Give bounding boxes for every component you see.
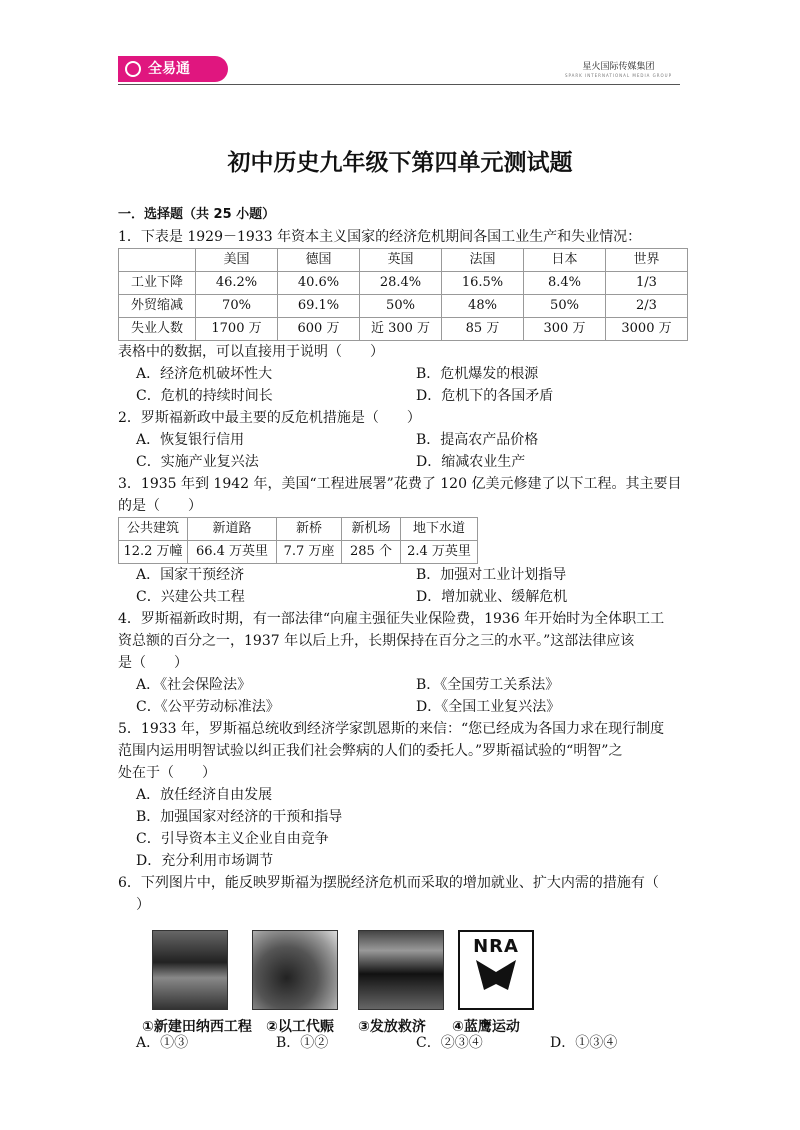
question-stem-line: 是（ ） <box>118 655 188 671</box>
option-c[interactable]: C．②③④ <box>416 1035 483 1051</box>
table-cell: 50% <box>524 295 606 318</box>
option-b[interactable]: B．《全国劳工关系法》 <box>416 677 560 693</box>
question-ask: 表格中的数据，可以直接用于说明（ ） <box>118 344 384 360</box>
question-stem-line: 6．下列图片中，能反映罗斯福为摆脱经济危机而采取的增加就业、扩大内需的措施有（ <box>118 875 659 891</box>
option-b[interactable]: B．提高农产品价格 <box>416 432 539 448</box>
table-cell: 40.6% <box>278 272 360 295</box>
options-row <box>118 696 688 718</box>
publisher-name: 星火国际传媒集团 <box>582 62 655 72</box>
table-cell: 2.4 万英里 <box>401 541 478 564</box>
options-row <box>118 451 688 473</box>
page-title: 初中历史九年级下第四单元测试题 <box>227 150 573 176</box>
picture-caption: ④蓝鹰运动 <box>452 1019 520 1035</box>
option-d[interactable]: D．充分利用市场调节 <box>136 853 274 869</box>
section-heading: 一．选择题（共 25 小题） <box>118 207 276 222</box>
brand-logo <box>118 56 228 82</box>
table-cell: 世界 <box>606 249 688 272</box>
table-row <box>119 295 688 318</box>
options-row <box>118 363 688 385</box>
question-stem-line: 4．罗斯福新政时期，有一部法律“向雇主强征失业保险费，1936 年开始时为全体职工工 <box>118 611 665 627</box>
table-cell: 英国 <box>360 249 442 272</box>
publisher <box>565 59 672 78</box>
table-cell: 600 万 <box>278 318 360 341</box>
table-row <box>119 318 688 341</box>
option-a[interactable]: A．①③ <box>136 1035 189 1051</box>
options-row <box>118 564 688 586</box>
picture-caption: ①新建田纳西工程 <box>142 1019 252 1035</box>
table-cell: 48% <box>442 295 524 318</box>
table-cell: 12.2 万幢 <box>119 541 188 564</box>
question-stem-line: 范围内运用明智试验以纠正我们社会弊病的人们的委托人。”罗斯福试验的“明智”之 <box>118 743 623 759</box>
table-cell: 美国 <box>196 249 278 272</box>
table-cell: 失业人数 <box>119 318 196 341</box>
question-stem-line: 资总额的百分之一，1937 年以后上升，长期保持在百分之三的水平。”这部法律应该 <box>118 633 635 649</box>
logo-text: 全易通 <box>148 61 190 77</box>
table-cell: 新道路 <box>188 518 277 541</box>
table-cell: 日本 <box>524 249 606 272</box>
option-b[interactable]: B．①② <box>276 1035 329 1051</box>
options-row <box>118 429 688 451</box>
question-stem-line: 5．1933 年，罗斯福总统收到经济学家凯恩斯的来信：“您已经成为各国力求在现行制度 <box>118 721 665 737</box>
question-1 <box>118 226 688 407</box>
table-cell: 外贸缩减 <box>119 295 196 318</box>
question-stem: 1．下表是 1929－1933 年资本主义国家的经济危机期间各国工业生产和失业情况： <box>118 229 642 245</box>
question-stem-line: 的是（ ） <box>118 498 202 514</box>
publisher-sub: SPARK INTERNATIONAL MEDIA GROUP <box>564 73 672 78</box>
question-4 <box>118 608 688 718</box>
table-cell: 1700 万 <box>196 318 278 341</box>
table-cell: 3000 万 <box>606 318 688 341</box>
picture-row <box>118 930 688 1040</box>
table-cell: 16.5% <box>442 272 524 295</box>
breadline-photo <box>358 930 444 1010</box>
option-a[interactable]: A．《社会保险法》 <box>136 677 252 693</box>
eagle-icon <box>476 960 516 990</box>
data-table <box>118 517 478 564</box>
question-list <box>118 204 688 1054</box>
question-6 <box>118 872 688 1054</box>
blue-eagle-poster <box>458 930 534 1010</box>
table-cell: 德国 <box>278 249 360 272</box>
page-header <box>118 56 680 86</box>
table-cell: 法国 <box>442 249 524 272</box>
option-c[interactable]: C．《公平劳动标准法》 <box>136 699 280 715</box>
option-c[interactable]: C．实施产业复兴法 <box>136 454 259 470</box>
picture-caption: ②以工代赈 <box>266 1019 334 1035</box>
options-row <box>118 674 688 696</box>
table-cell: 地下水道 <box>401 518 478 541</box>
table-cell: 2/3 <box>606 295 688 318</box>
option-a[interactable]: A．国家干预经济 <box>136 567 245 583</box>
table-row <box>119 272 688 295</box>
option-b[interactable]: B．危机爆发的根源 <box>416 366 539 382</box>
question-5 <box>118 718 688 872</box>
question-stem-line: 处在于（ ） <box>118 765 216 781</box>
table-header-row <box>119 249 688 272</box>
table-cell: 7.7 万座 <box>277 541 342 564</box>
question-3 <box>118 473 688 608</box>
table-row <box>119 541 478 564</box>
table-cell: 46.2% <box>196 272 278 295</box>
table-cell: 8.4% <box>524 272 606 295</box>
options-row <box>118 1032 688 1054</box>
dam-photo <box>152 930 228 1010</box>
table-cell <box>119 249 196 272</box>
question-2 <box>118 407 688 473</box>
table-cell: 近 300 万 <box>360 318 442 341</box>
option-b[interactable]: B．加强国家对经济的干预和指导 <box>136 809 343 825</box>
option-d[interactable]: D．增加就业、缓解危机 <box>416 589 568 605</box>
picture-caption: ③发放救济 <box>358 1019 426 1035</box>
options-row <box>118 385 688 407</box>
question-stem: 2．罗斯福新政中最主要的反危机措施是（ ） <box>118 410 421 426</box>
question-stem-line: ） <box>136 897 150 913</box>
table-cell: 300 万 <box>524 318 606 341</box>
table-cell: 新机场 <box>342 518 401 541</box>
table-cell: 28.4% <box>360 272 442 295</box>
options-row <box>118 586 688 608</box>
option-c[interactable]: C．兴建公共工程 <box>136 589 245 605</box>
option-c[interactable]: C．引导资本主义企业自由竞争 <box>136 831 329 847</box>
option-c[interactable]: C．危机的持续时间长 <box>136 388 273 404</box>
data-table <box>118 248 688 341</box>
nra-text: NRA <box>473 936 519 957</box>
table-cell: 285 个 <box>342 541 401 564</box>
option-b[interactable]: B．加强对工业计划指导 <box>416 567 567 583</box>
option-a[interactable]: A．恢复银行信用 <box>136 432 245 448</box>
table-cell: 工业下降 <box>119 272 196 295</box>
header-divider <box>118 84 680 85</box>
option-a[interactable]: A．经济危机破坏性大 <box>136 366 273 382</box>
table-cell: 66.4 万英里 <box>188 541 277 564</box>
table-cell: 新桥 <box>277 518 342 541</box>
table-cell: 1/3 <box>606 272 688 295</box>
table-cell: 70% <box>196 295 278 318</box>
table-cell: 69.1% <box>278 295 360 318</box>
option-d[interactable]: D．①③④ <box>550 1035 618 1051</box>
table-cell: 50% <box>360 295 442 318</box>
workers-photo <box>252 930 338 1010</box>
table-cell: 85 万 <box>442 318 524 341</box>
option-a[interactable]: A．放任经济自由发展 <box>136 787 273 803</box>
table-header-row <box>119 518 478 541</box>
option-d[interactable]: D．《全国工业复兴法》 <box>416 699 561 715</box>
option-d[interactable]: D．缩减农业生产 <box>416 454 526 470</box>
table-cell: 公共建筑 <box>119 518 188 541</box>
logo-icon <box>125 61 141 77</box>
option-d[interactable]: D．危机下的各国矛盾 <box>416 388 554 404</box>
question-stem-line: 3．1935 年到 1942 年，美国“工程进展署”花费了 120 亿美元修建了以下工程。其主要目 <box>118 476 682 492</box>
